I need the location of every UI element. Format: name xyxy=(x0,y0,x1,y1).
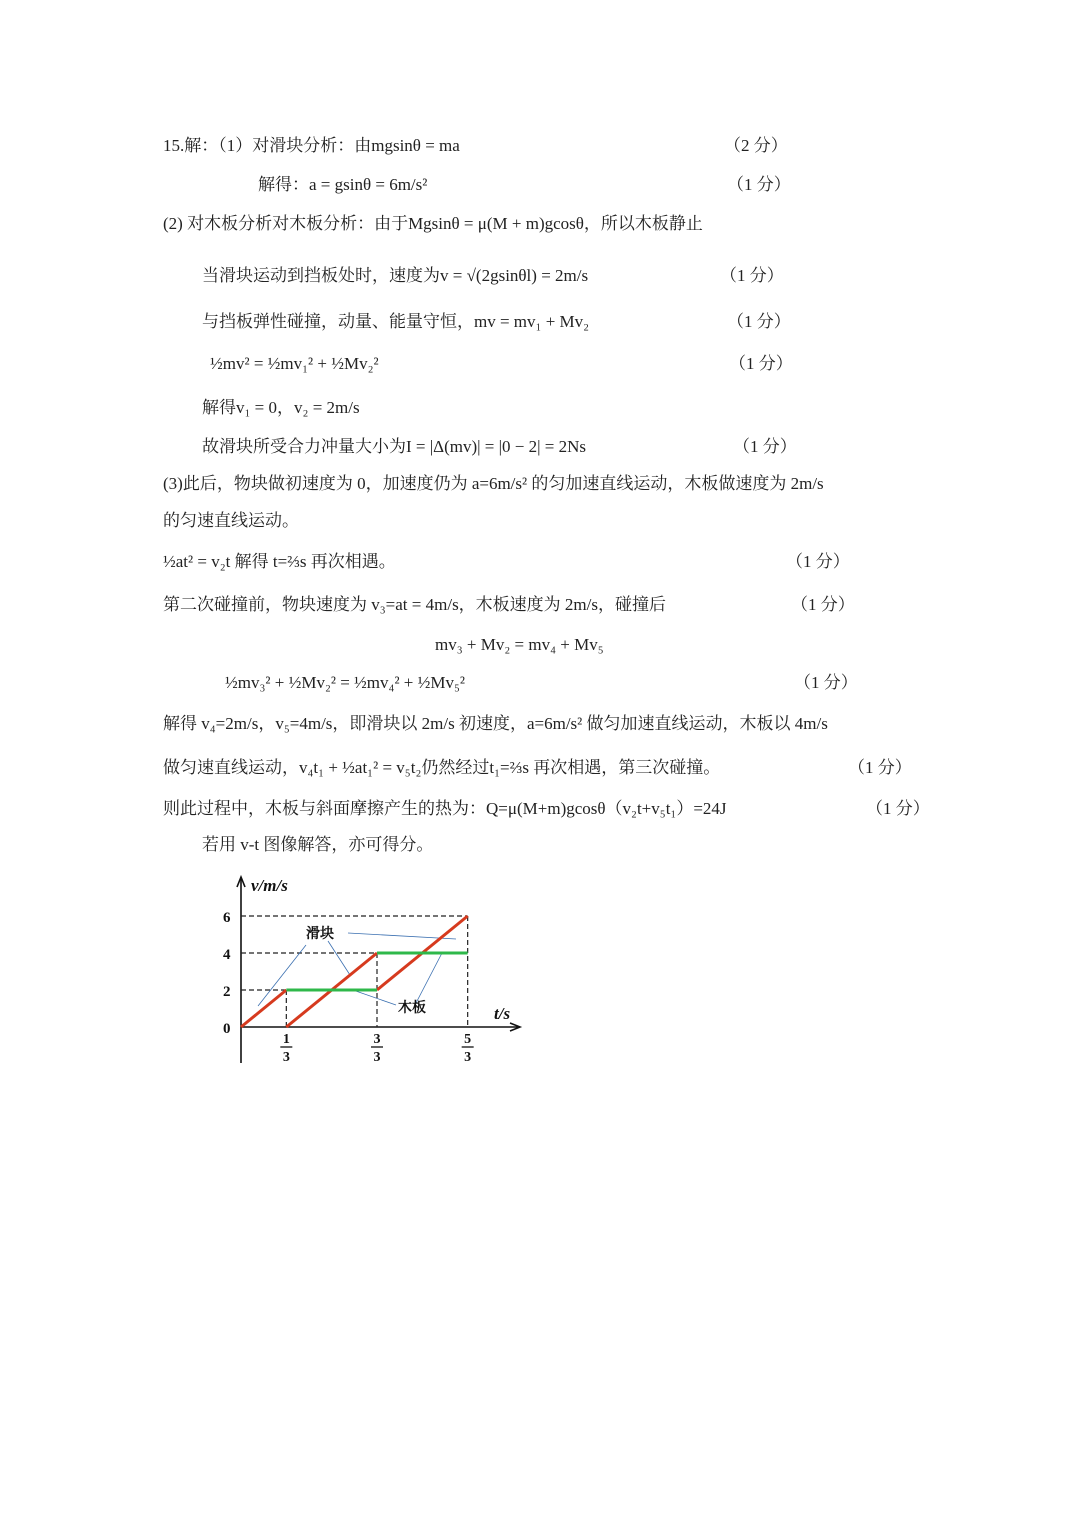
leader-line xyxy=(258,945,306,1006)
y-tick-label: 6 xyxy=(223,910,231,926)
score-label: （1 分） xyxy=(729,354,793,373)
vt-chart xyxy=(200,865,540,1075)
solution-line: 若用 v-t 图像解答，亦可得分。 xyxy=(202,835,434,854)
solution-line: 解得 v₄=2m/s，v₅=4m/s，即滑块以 2m/s 初速度，a=6m/s² 做匀加速直线运动，木板以 4m/s xyxy=(163,714,828,733)
solution-line: (3)此后，物块做初速度为 0，加速度仍为 a=6m/s² 的匀加速直线运动，木板做速度为 2m/s xyxy=(163,474,824,493)
score-label: （1 分） xyxy=(794,673,858,692)
solution-line: 做匀速直线运动，v₄t₁ + ½at₁² = v₅t₂仍然经过t₁=⅔s 再次相遇，第三次碰撞。 xyxy=(163,758,721,777)
solution-line: mv₃ + Mv₂ = mv₄ + Mv₅ xyxy=(435,635,604,654)
solution-line: 则此过程中，木板与斜面摩擦产生的热为：Q=μ(M+m)gcosθ（v₂t+v₅t₁）=24J xyxy=(163,799,727,818)
x-tick-numerator: 5 xyxy=(464,1032,472,1047)
annotation-slider: 滑块 xyxy=(306,927,334,942)
annotation-board: 木板 xyxy=(398,1001,426,1016)
x-tick-numerator: 1 xyxy=(282,1032,290,1047)
score-label: （1 分） xyxy=(866,799,930,818)
x-tick-numerator: 3 xyxy=(373,1032,381,1047)
y-axis-label: v/m/s xyxy=(251,876,288,895)
solution-line: 的匀速直线运动。 xyxy=(163,511,299,530)
solution-line: 解得v₁ = 0，v₂ = 2m/s xyxy=(202,398,360,417)
score-label: （1 分） xyxy=(733,437,797,456)
x-tick-denominator: 3 xyxy=(373,1050,381,1065)
y-tick-label: 4 xyxy=(223,947,231,963)
solution-line: 解得：a = gsinθ = 6m/s² xyxy=(258,175,428,194)
y-tick-label: 2 xyxy=(223,984,231,1000)
x-tick-denominator: 3 xyxy=(282,1050,290,1065)
solution-line: 当滑块运动到挡板处时，速度为v = √(2gsinθl) = 2m/s xyxy=(202,266,589,285)
score-label: （1 分） xyxy=(786,552,850,571)
leader-line xyxy=(328,941,350,975)
score-label: （2 分） xyxy=(724,136,788,155)
score-label: （1 分） xyxy=(791,595,855,614)
score-label: （1 分） xyxy=(727,312,791,331)
solution-line: ½mv₃² + ½Mv₂² = ½mv₄² + ½Mv₅² xyxy=(225,673,466,692)
solution-line: 故滑块所受合力冲量大小为I = |Δ(mv)| = |0 − 2| = 2Ns xyxy=(202,437,586,456)
slider-block-line-segment xyxy=(241,990,286,1027)
solution-line: 15.解：（1）对滑块分析：由mgsinθ = ma xyxy=(163,136,460,155)
score-label: （1 分） xyxy=(848,758,912,777)
solution-line: (2) 对木板分析对木板分析：由于Mgsinθ = μ(M + m)gcosθ，所以木板静止 xyxy=(163,214,703,233)
x-axis-label: t/s xyxy=(494,1004,511,1023)
solution-line: 第二次碰撞前，物块速度为 v₃=at = 4m/s，木板速度为 2m/s，碰撞后 xyxy=(163,595,666,614)
solution-line: ½at² = v₂t 解得 t=⅔s 再次相遇。 xyxy=(163,552,396,571)
solution-line: 与挡板弹性碰撞，动量、能量守恒，mv = mv₁ + Mv₂ xyxy=(202,312,590,331)
y-tick-label: 0 xyxy=(223,1021,231,1037)
x-tick-denominator: 3 xyxy=(464,1050,472,1065)
score-label: （1 分） xyxy=(727,175,791,194)
solution-line: ½mv² = ½mv₁² + ½Mv₂² xyxy=(210,354,379,373)
score-label: （1 分） xyxy=(720,266,784,285)
leader-line xyxy=(416,953,442,1003)
